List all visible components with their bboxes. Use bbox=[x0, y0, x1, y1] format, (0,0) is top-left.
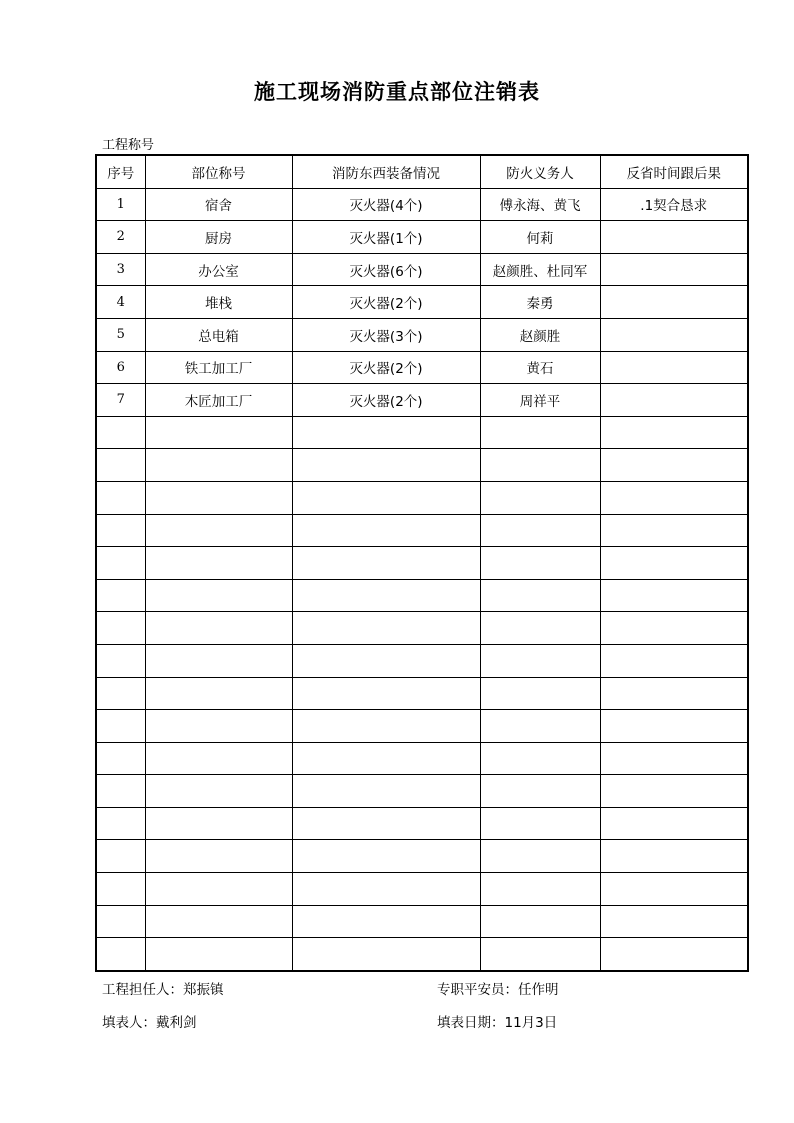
seq-cell bbox=[96, 873, 145, 906]
inspection-result-cell bbox=[600, 579, 748, 612]
equipment-cell: 灭火器(2个) bbox=[292, 384, 480, 417]
equipment-cell bbox=[292, 710, 480, 743]
seq-cell: 6 bbox=[96, 351, 145, 384]
equipment-cell: 灭火器(4个) bbox=[292, 188, 480, 221]
location-cell bbox=[145, 547, 292, 580]
location-cell bbox=[145, 807, 292, 840]
location-cell bbox=[145, 481, 292, 514]
location-cell bbox=[145, 905, 292, 938]
inspection-result-cell bbox=[600, 840, 748, 873]
seq-cell bbox=[96, 579, 145, 612]
empty-table-row bbox=[96, 677, 748, 710]
inspection-result-cell bbox=[600, 710, 748, 743]
seq-cell bbox=[96, 905, 145, 938]
empty-table-row bbox=[96, 840, 748, 873]
seq-cell: 2 bbox=[96, 221, 145, 254]
empty-table-row bbox=[96, 481, 748, 514]
responsible-person-cell bbox=[480, 905, 600, 938]
responsible-person-cell bbox=[480, 579, 600, 612]
responsible-person-cell bbox=[480, 742, 600, 775]
equipment-cell bbox=[292, 840, 480, 873]
inspection-result-cell bbox=[600, 514, 748, 547]
inspection-result-cell bbox=[600, 221, 748, 254]
location-cell bbox=[145, 938, 292, 971]
seq-cell bbox=[96, 612, 145, 645]
seq-cell: 7 bbox=[96, 384, 145, 417]
column-header: 消防东西装备情况 bbox=[292, 155, 480, 188]
equipment-cell bbox=[292, 775, 480, 808]
equipment-cell bbox=[292, 449, 480, 482]
column-header: 序号 bbox=[96, 155, 145, 188]
equipment-cell: 灭火器(6个) bbox=[292, 253, 480, 286]
table-row bbox=[96, 318, 748, 351]
location-cell: 堆栈 bbox=[145, 286, 292, 319]
responsible-person-cell bbox=[480, 840, 600, 873]
responsible-person-cell bbox=[480, 449, 600, 482]
table-row bbox=[96, 351, 748, 384]
table-row bbox=[96, 188, 748, 221]
empty-table-row bbox=[96, 807, 748, 840]
empty-table-row bbox=[96, 612, 748, 645]
seq-cell bbox=[96, 547, 145, 580]
safety-officer: 专职平安员：任作明 bbox=[437, 982, 559, 998]
equipment-cell bbox=[292, 905, 480, 938]
seq-cell bbox=[96, 742, 145, 775]
inspection-result-cell bbox=[600, 742, 748, 775]
form-filler: 填表人：戴利剑 bbox=[102, 1015, 197, 1031]
equipment-cell: 灭火器(2个) bbox=[292, 286, 480, 319]
seq-cell bbox=[96, 710, 145, 743]
table-row bbox=[96, 286, 748, 319]
responsible-person-cell bbox=[480, 677, 600, 710]
seq-cell bbox=[96, 807, 145, 840]
inspection-result-cell bbox=[600, 873, 748, 906]
responsible-person-cell bbox=[480, 807, 600, 840]
responsible-person-cell: 黄石 bbox=[480, 351, 600, 384]
fill-date: 填表日期：11月3日 bbox=[437, 1015, 558, 1031]
inspection-result-cell bbox=[600, 286, 748, 319]
inspection-result-cell bbox=[600, 351, 748, 384]
inspection-result-cell bbox=[600, 449, 748, 482]
equipment-cell bbox=[292, 612, 480, 645]
location-cell: 厨房 bbox=[145, 221, 292, 254]
responsible-person-cell: 何莉 bbox=[480, 221, 600, 254]
column-header: 反省时间跟后果 bbox=[600, 155, 748, 188]
responsible-person-cell bbox=[480, 775, 600, 808]
inspection-result-cell bbox=[600, 938, 748, 971]
location-cell bbox=[145, 742, 292, 775]
location-cell: 木匠加工厂 bbox=[145, 384, 292, 417]
inspection-result-cell: .1契合恳求 bbox=[600, 188, 748, 221]
empty-table-row bbox=[96, 775, 748, 808]
responsible-person-cell: 赵颜胜、杜同军 bbox=[480, 253, 600, 286]
empty-table-row bbox=[96, 449, 748, 482]
inspection-result-cell bbox=[600, 612, 748, 645]
equipment-cell: 灭火器(3个) bbox=[292, 318, 480, 351]
inspection-result-cell bbox=[600, 481, 748, 514]
empty-table-row bbox=[96, 905, 748, 938]
empty-table-row bbox=[96, 873, 748, 906]
table-header-row bbox=[96, 155, 748, 188]
inspection-result-cell bbox=[600, 677, 748, 710]
table-row bbox=[96, 384, 748, 417]
seq-cell bbox=[96, 677, 145, 710]
seq-cell: 1 bbox=[96, 188, 145, 221]
responsible-person-cell: 傅永海、黄飞 bbox=[480, 188, 600, 221]
equipment-cell bbox=[292, 547, 480, 580]
seq-cell bbox=[96, 644, 145, 677]
equipment-cell bbox=[292, 644, 480, 677]
responsible-person-cell bbox=[480, 612, 600, 645]
seq-cell: 3 bbox=[96, 253, 145, 286]
location-cell bbox=[145, 644, 292, 677]
empty-table-row bbox=[96, 742, 748, 775]
seq-cell bbox=[96, 938, 145, 971]
fire-safety-register-table bbox=[95, 154, 749, 972]
location-cell bbox=[145, 775, 292, 808]
empty-table-row bbox=[96, 710, 748, 743]
equipment-cell bbox=[292, 481, 480, 514]
responsible-person-cell: 秦勇 bbox=[480, 286, 600, 319]
seq-cell bbox=[96, 481, 145, 514]
seq-cell: 4 bbox=[96, 286, 145, 319]
seq-cell bbox=[96, 416, 145, 449]
equipment-cell: 灭火器(2个) bbox=[292, 351, 480, 384]
project-name-label: 工程称号 bbox=[102, 138, 155, 153]
seq-cell bbox=[96, 449, 145, 482]
empty-table-row bbox=[96, 547, 748, 580]
inspection-result-cell bbox=[600, 905, 748, 938]
location-cell bbox=[145, 579, 292, 612]
responsible-person-cell: 赵颜胜 bbox=[480, 318, 600, 351]
table-row bbox=[96, 253, 748, 286]
inspection-result-cell bbox=[600, 416, 748, 449]
responsible-person-cell bbox=[480, 644, 600, 677]
equipment-cell bbox=[292, 873, 480, 906]
equipment-cell bbox=[292, 938, 480, 971]
equipment-cell: 灭火器(1个) bbox=[292, 221, 480, 254]
empty-table-row bbox=[96, 938, 748, 971]
inspection-result-cell bbox=[600, 644, 748, 677]
equipment-cell bbox=[292, 514, 480, 547]
responsible-person-cell bbox=[480, 710, 600, 743]
responsible-person-cell bbox=[480, 938, 600, 971]
inspection-result-cell bbox=[600, 318, 748, 351]
location-cell bbox=[145, 514, 292, 547]
seq-cell bbox=[96, 840, 145, 873]
location-cell: 总电箱 bbox=[145, 318, 292, 351]
responsible-person-cell bbox=[480, 514, 600, 547]
location-cell bbox=[145, 612, 292, 645]
seq-cell bbox=[96, 775, 145, 808]
responsible-person-cell bbox=[480, 547, 600, 580]
table-row bbox=[96, 221, 748, 254]
empty-table-row bbox=[96, 644, 748, 677]
responsible-person-cell bbox=[480, 481, 600, 514]
location-cell bbox=[145, 416, 292, 449]
location-cell bbox=[145, 449, 292, 482]
empty-table-row bbox=[96, 514, 748, 547]
responsible-person-cell: 周祥平 bbox=[480, 384, 600, 417]
inspection-result-cell bbox=[600, 547, 748, 580]
location-cell: 宿舍 bbox=[145, 188, 292, 221]
inspection-result-cell bbox=[600, 775, 748, 808]
seq-cell bbox=[96, 514, 145, 547]
page-title: 施工现场消防重点部位注销表 bbox=[254, 79, 540, 104]
location-cell bbox=[145, 840, 292, 873]
location-cell bbox=[145, 710, 292, 743]
location-cell: 铁工加工厂 bbox=[145, 351, 292, 384]
equipment-cell bbox=[292, 416, 480, 449]
inspection-result-cell bbox=[600, 384, 748, 417]
location-cell: 办公室 bbox=[145, 253, 292, 286]
inspection-result-cell bbox=[600, 807, 748, 840]
responsible-person-cell bbox=[480, 416, 600, 449]
equipment-cell bbox=[292, 677, 480, 710]
column-header: 防火义务人 bbox=[480, 155, 600, 188]
empty-table-row bbox=[96, 579, 748, 612]
column-header: 部位称号 bbox=[145, 155, 292, 188]
responsible-person-cell bbox=[480, 873, 600, 906]
equipment-cell bbox=[292, 579, 480, 612]
location-cell bbox=[145, 677, 292, 710]
empty-table-row bbox=[96, 416, 748, 449]
inspection-result-cell bbox=[600, 253, 748, 286]
project-manager: 工程担任人：郑振镇 bbox=[102, 982, 224, 998]
location-cell bbox=[145, 873, 292, 906]
equipment-cell bbox=[292, 807, 480, 840]
equipment-cell bbox=[292, 742, 480, 775]
seq-cell: 5 bbox=[96, 318, 145, 351]
